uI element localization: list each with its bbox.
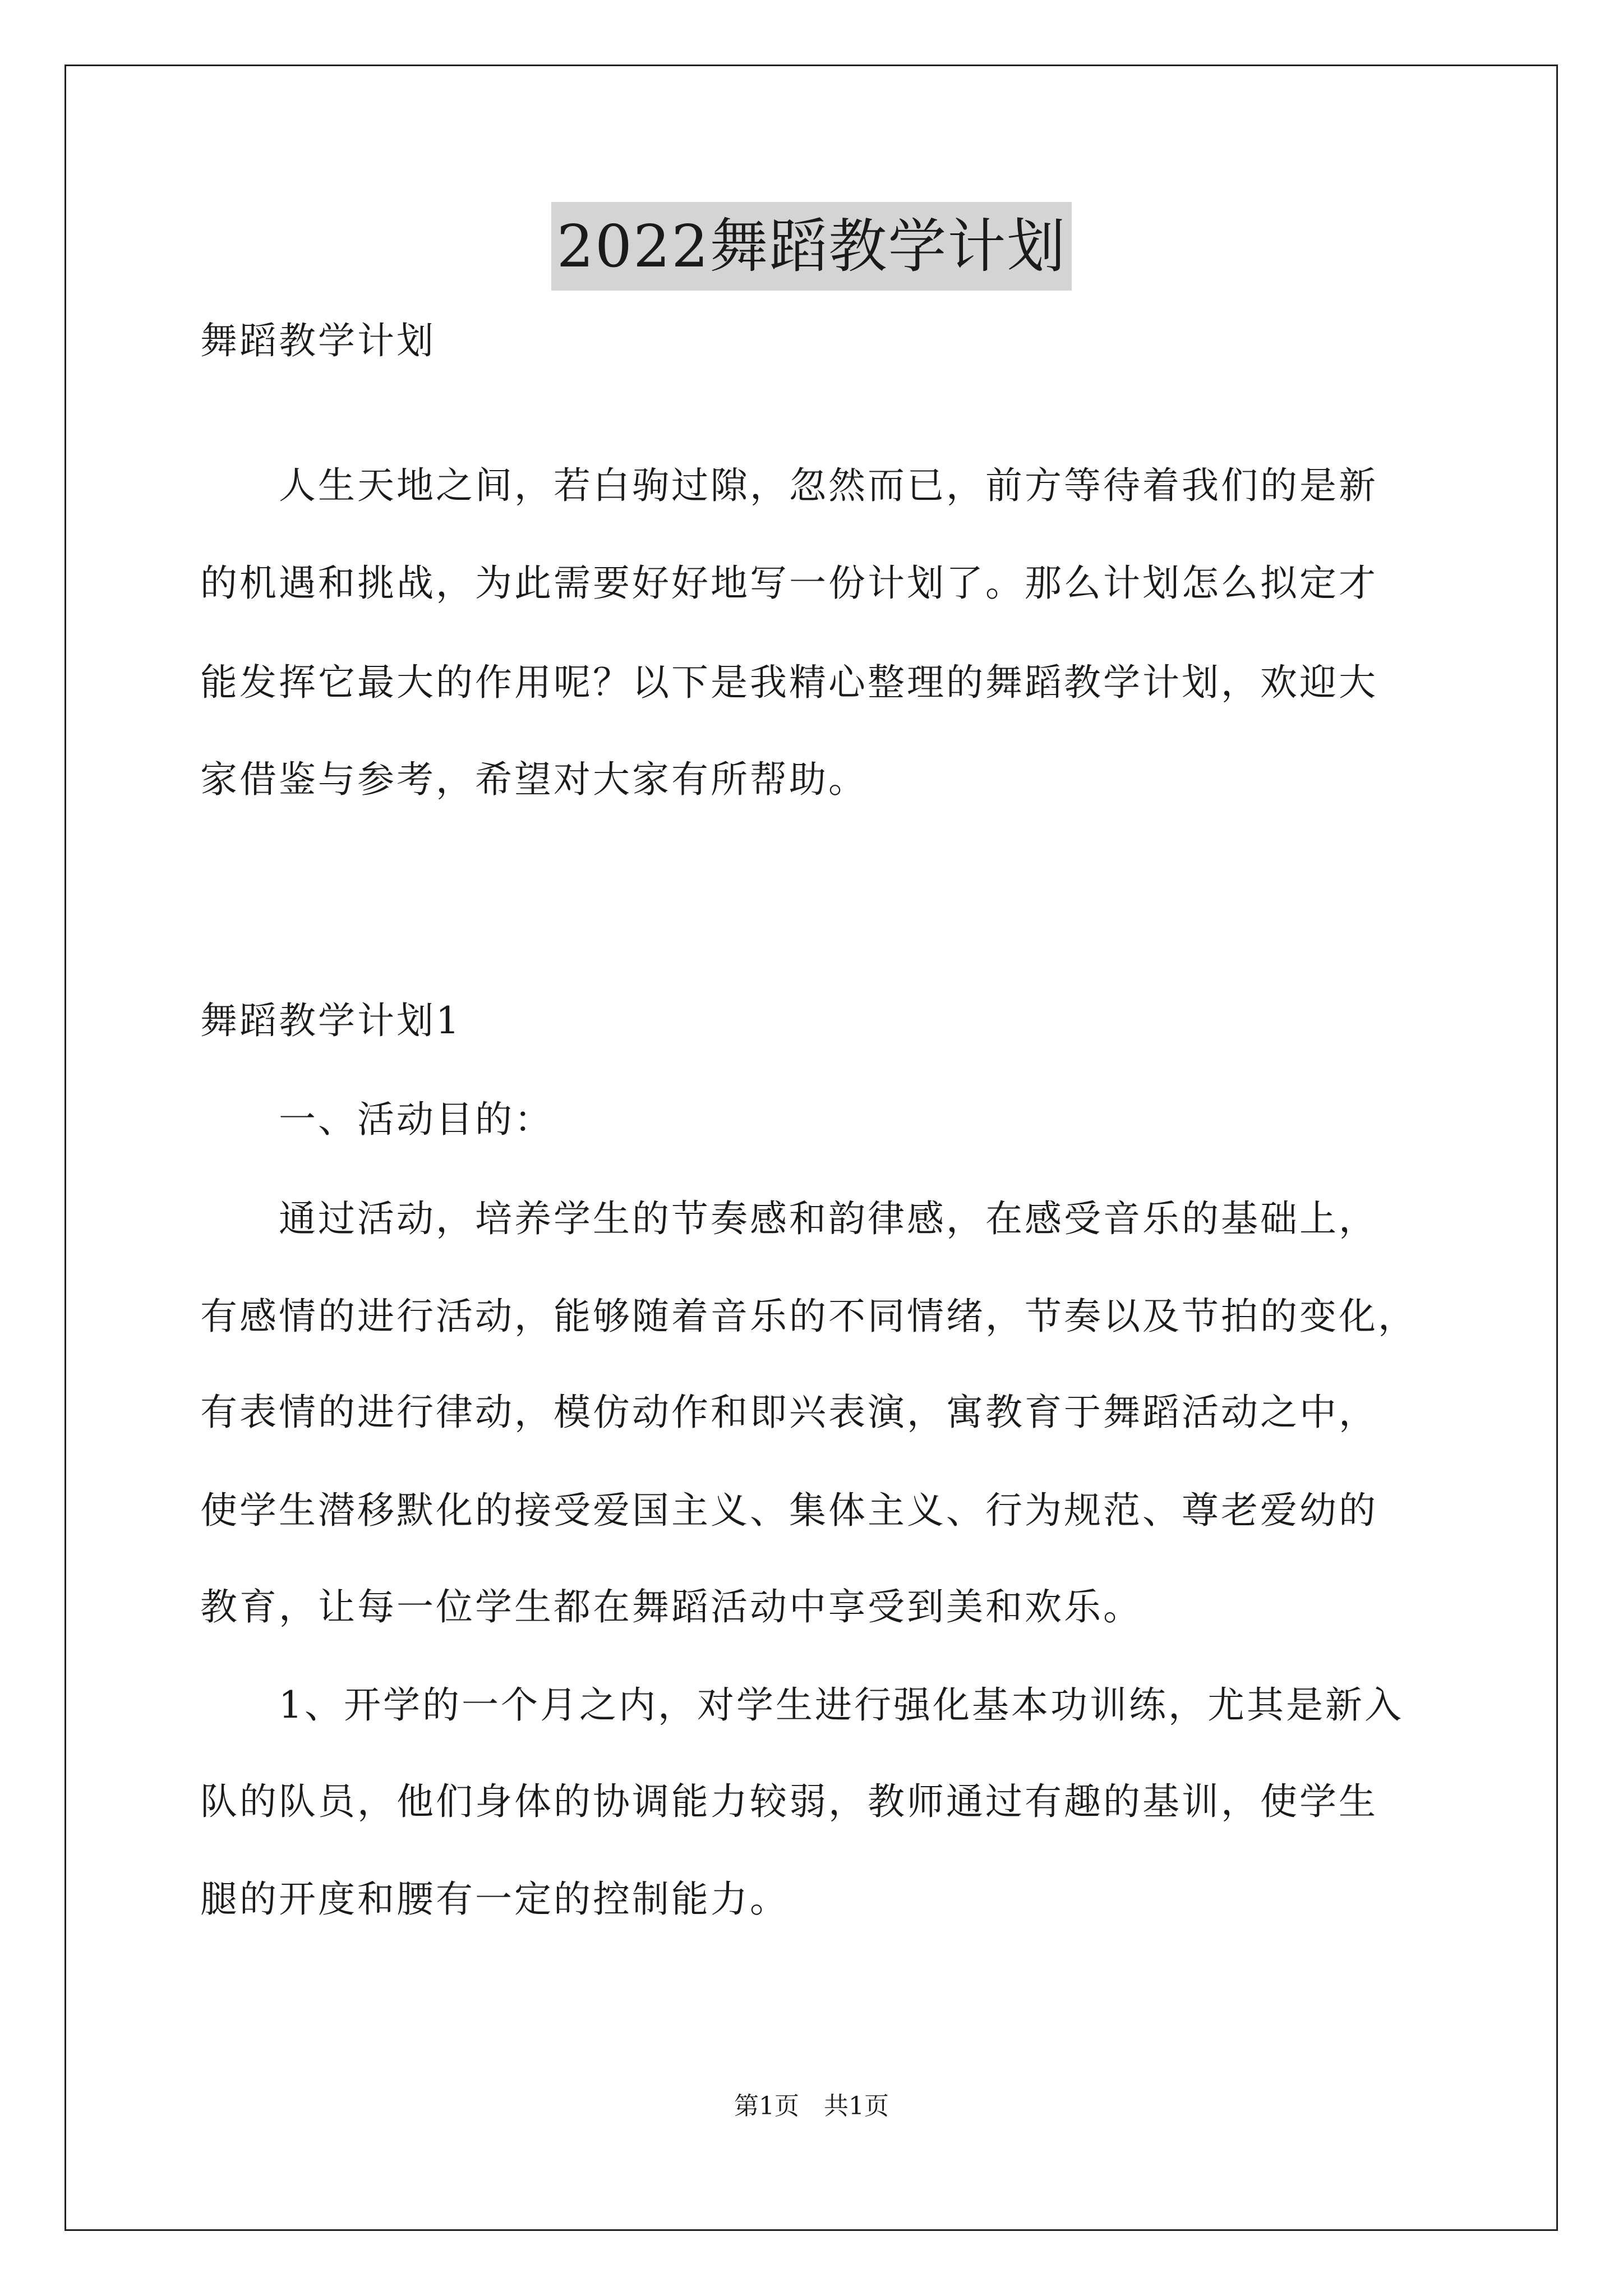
paragraph-line: 一、活动目的： [200, 1098, 554, 1141]
title-container [0, 202, 1623, 291]
paragraph-line: 队的队员，他们身体的协调能力较弱，教师通过有趣的基训，使学生 [200, 1780, 1378, 1823]
paragraph-line: 通过活动，培养学生的节奏感和韵律感，在感受音乐的基础上， [200, 1197, 1378, 1240]
paragraph-line: 1、开学的一个月之内，对学生进行强化基本功训练，尤其是新入 [200, 1683, 1404, 1727]
paragraph-line: 教育，让每一位学生都在舞蹈活动中享受到美和欢乐。 [200, 1585, 1142, 1628]
paragraph-line: 有感情的进行活动，能够随着音乐的不同情绪，节奏以及节拍的变化， [200, 1295, 1417, 1338]
paragraph-line: 的机遇和挑战，为此需要好好地写一份计划了。那么计划怎么拟定才 [200, 562, 1378, 605]
paragraph-line: 有表情的进行律动，模仿动作和即兴表演，寓教育于舞蹈活动之中， [200, 1391, 1378, 1434]
paragraph-line: 使学生潜移默化的接受爱国主义、集体主义、行为规范、尊老爱幼的 [200, 1489, 1378, 1532]
paragraph-line: 腿的开度和腰有一定的控制能力。 [200, 1878, 789, 1921]
document-title: 2022舞蹈教学计划 [551, 202, 1072, 291]
paragraph-line: 人生天地之间，若白驹过隙，忽然而已，前方等待着我们的是新 [200, 464, 1378, 507]
paragraph-line: 家借鉴与参考，希望对大家有所帮助。 [200, 758, 868, 801]
paragraph-line: 能发挥它最大的作用呢？以下是我精心整理的舞蹈教学计划，欢迎大 [200, 661, 1378, 704]
section-heading: 舞蹈教学计划 [200, 319, 436, 362]
page-footer: 第1页 共1页 [734, 2092, 889, 2120]
section-heading: 舞蹈教学计划1 [200, 999, 462, 1042]
